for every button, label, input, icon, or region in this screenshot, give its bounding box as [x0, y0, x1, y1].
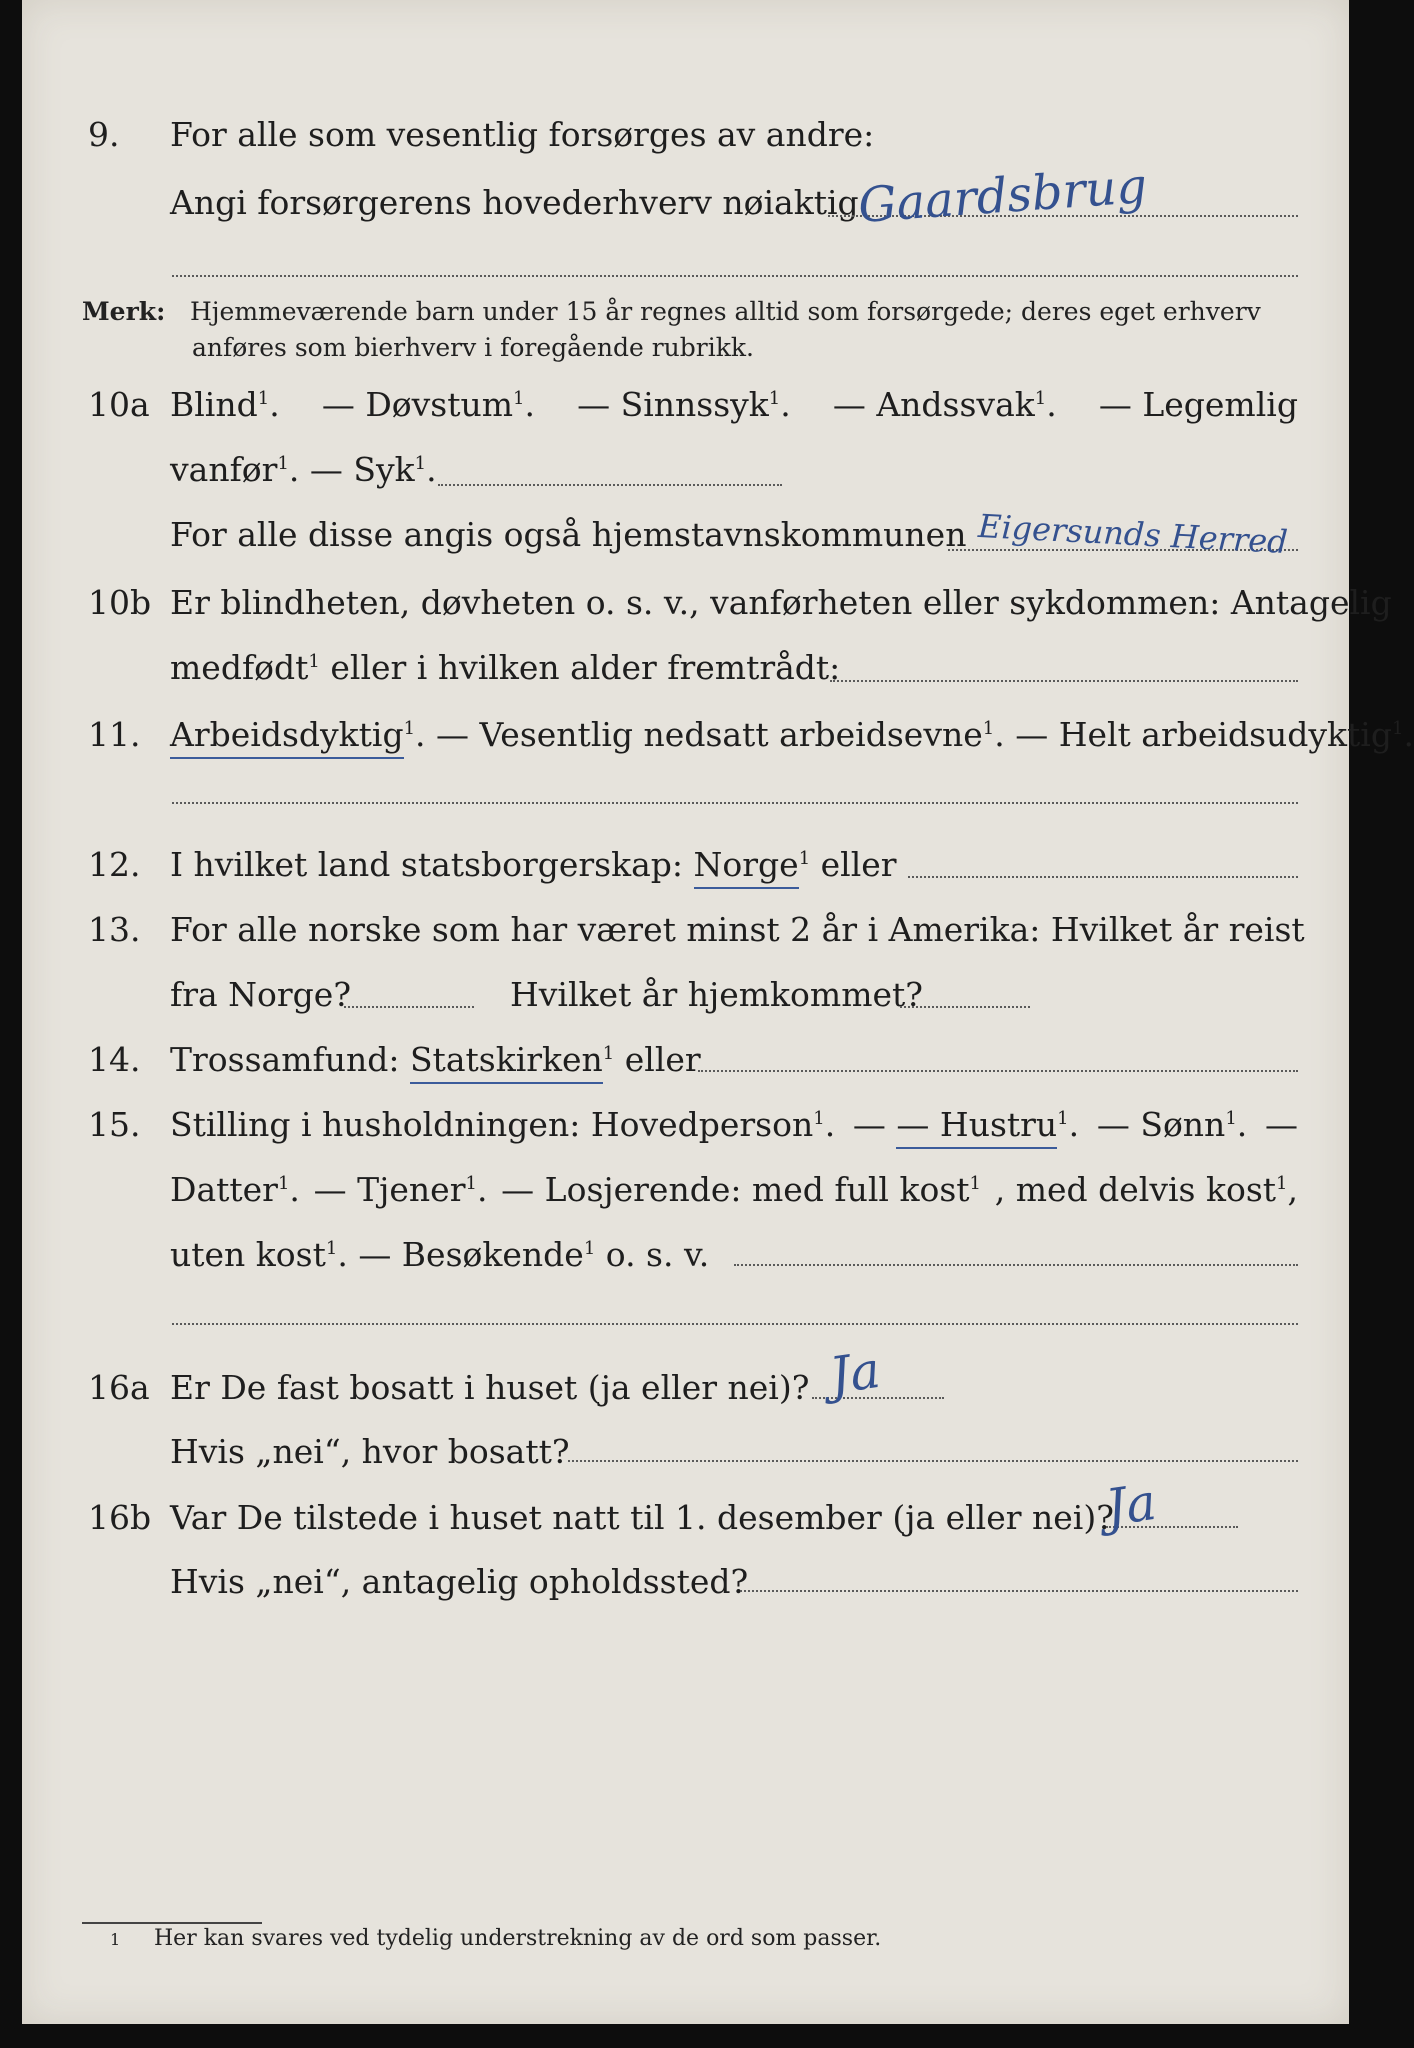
q10b-opt-medfodt[interactable]: medfødt$^1$ [170, 648, 320, 687]
q13-text-2b: Hvilket år hjemkommet? [510, 975, 923, 1014]
q10b-answer-line[interactable] [830, 680, 1298, 682]
q10a-number: 10a [88, 385, 150, 424]
q14-opt-statskirken[interactable]: Statskirken [410, 1040, 603, 1084]
q16b-answer: Ja [1102, 1472, 1160, 1538]
q10a-opt-vanfor[interactable]: vanfør$^1$. [170, 450, 300, 489]
q9-line2 [0, 183, 1377, 233]
q10a-opt-dovstum[interactable]: — Døvstum$^1$. [321, 385, 535, 424]
q15-answer-line[interactable] [734, 1264, 1298, 1266]
q16b-opholdssted-line[interactable] [740, 1590, 1298, 1592]
q16b-text-2: Hvis „nei“, antagelig opholdssted? [170, 1562, 749, 1601]
q11-number: 11. [88, 715, 141, 754]
q16a-line1 [0, 1368, 1377, 1418]
q13-number: 13. [88, 910, 141, 949]
q16b-text-1: Var De tilstede i huset natt til 1. desember (ja eller nei)? [170, 1498, 1114, 1537]
q10a-text-3: For alle disse angis også hjemstavnskommunen [170, 515, 967, 554]
q15-opt-uten-kost[interactable]: uten kost$^1$. [170, 1235, 348, 1274]
q12-opt-norge[interactable]: Norge [694, 845, 799, 889]
q10a-opt-syk[interactable]: — Syk$^1$. [309, 450, 437, 489]
q9-text-1: For alle som vesentlig forsørges av andre: [170, 115, 875, 154]
q16a-number: 16a [88, 1368, 150, 1407]
footnote-rule [82, 1922, 262, 1924]
q15-options-2 [170, 1170, 1298, 1209]
q16b-number: 16b [88, 1498, 152, 1537]
q13-hjemkommet-line[interactable] [900, 1006, 1030, 1008]
q10a-opt-sinnssyk[interactable]: — Sinnssyk$^1$. [577, 385, 791, 424]
q15-opt-hovedperson[interactable]: Stilling i husholdningen: Hovedperson$^1$. [170, 1105, 836, 1144]
q9-number: 9. [88, 115, 120, 154]
q10b-number: 10b [88, 583, 152, 622]
q14-number: 14. [88, 1040, 141, 1079]
q12-number: 12. [88, 845, 141, 884]
q15-extra-line[interactable] [172, 1323, 1298, 1325]
q15-number: 15. [88, 1105, 141, 1144]
q11-opt-nedsatt[interactable]: — Vesentlig nedsatt arbeidsevne$^1$. [436, 715, 1005, 754]
q10a-opt-blind[interactable]: Blind$^1$. [170, 385, 280, 424]
q15-opt-hustru[interactable]: — — Hustru$^1$. [853, 1105, 1079, 1144]
q10b-line2 [0, 648, 1377, 698]
q12-text: I hvilket land statsborgerskap: Norge$^1$ eller [170, 845, 897, 884]
q10b-text-1: Er blindheten, døvheten o. s. v., vanførheten eller sykdommen: Antagelig [170, 583, 1392, 622]
q9-answer: Gaardsbrug [856, 157, 1149, 235]
q10b-line1 [0, 583, 1392, 633]
q13-line1 [0, 910, 1377, 960]
q10a-options [170, 385, 1298, 424]
q11-opt-udyktig[interactable]: — Helt arbeidsudyktig$^1$. [1015, 715, 1414, 754]
q15-opt-tjener[interactable]: — Tjener$^1$. [313, 1170, 488, 1209]
q9-text-2: Angi forsørgerens hovederhverv nøiaktig [170, 183, 859, 222]
q13-reist-line[interactable] [344, 1006, 474, 1008]
q13-line2 [0, 975, 1377, 1025]
q10a-syk-line[interactable] [438, 484, 782, 486]
q15-text-3: uten kost$^1$. — Besøkende$^1$ o. s. v. [170, 1235, 710, 1274]
merk-label: Merk: [82, 297, 166, 326]
q16a-text-2: Hvis „nei“, hvor bosatt? [170, 1432, 570, 1471]
q15-line2 [0, 1170, 1377, 1220]
footnote-text: Her kan svares ved tydelig understrekning av de ord som passer. [154, 1926, 882, 1951]
merk-text-1: Hjemmeværende barn under 15 år regnes alltid som forsørgede; deres eget erhverv [190, 297, 1261, 326]
q16a-bosatt-line[interactable] [568, 1460, 1298, 1462]
q10a-opt-andssvak[interactable]: — Andssvak$^1$. [832, 385, 1057, 424]
q15-opt-datter[interactable]: Datter$^1$. [170, 1170, 300, 1209]
q10a-line2 [0, 450, 1377, 500]
q16a-answer: Ja [826, 1340, 884, 1406]
q10a-opt-legemlig[interactable]: — Legemlig [1098, 385, 1298, 424]
q16a-text-1: Er De fast bosatt i huset (ja eller nei)? [170, 1368, 810, 1407]
q9-extra-line[interactable] [172, 275, 1298, 277]
q15-opt-besokende[interactable]: — Besøkende$^1$ [358, 1235, 596, 1274]
q16a-line2 [0, 1432, 1377, 1482]
q15-opt-delvis-kost[interactable]: , med delvis kost$^1$, [994, 1170, 1298, 1209]
q13-text-2a: fra Norge? [170, 975, 352, 1014]
q15-opt-full-kost[interactable]: — Losjerende: med full kost$^1$ [501, 1170, 981, 1209]
q13-text-1: For alle norske som har været minst 2 år i Amerika: Hvilket år reist [170, 910, 1305, 949]
merk-text-2: anføres som bierhverv i foregående rubrikk. [192, 333, 754, 362]
q15-opt-sonn[interactable]: — Sønn$^1$. [1096, 1105, 1248, 1144]
q10a-answer: Eigersunds Herred [977, 506, 1289, 562]
q16b-line1 [0, 1498, 1377, 1548]
q10b-text-2: medfødt$^1$ eller i hvilken alder fremtrådt: [170, 648, 841, 687]
q14-line1 [0, 1040, 1377, 1090]
q9-line1 [0, 115, 1377, 165]
q11-line1 [0, 715, 1414, 765]
q12-answer-line[interactable] [908, 876, 1298, 878]
q11-opt-arbeidsdyktig[interactable]: Arbeidsdyktig [170, 715, 404, 759]
q14-text: Trossamfund: Statskirken$^1$ eller [170, 1040, 701, 1079]
q10a-line1 [0, 385, 1377, 435]
q15-line1 [0, 1105, 1377, 1155]
q15-options-1: Stilling i husholdningen: Hovedperson$^1$. — — Hustru$^1$. — Sønn$^1$. — [170, 1105, 1298, 1144]
q14-answer-line[interactable] [698, 1070, 1298, 1072]
q12-line1 [0, 845, 1377, 895]
q11-options: Arbeidsdyktig$^1$. — Vesentlig nedsatt arbeidsevne$^1$. — Helt arbeidsudyktig$^1$. [170, 715, 1414, 754]
footnote-mark: 1 [110, 1930, 121, 1949]
q15-line3 [0, 1235, 1377, 1285]
q11-extra-line[interactable] [172, 802, 1298, 804]
q16b-line2 [0, 1562, 1377, 1612]
q10a-text-2 [170, 450, 437, 489]
